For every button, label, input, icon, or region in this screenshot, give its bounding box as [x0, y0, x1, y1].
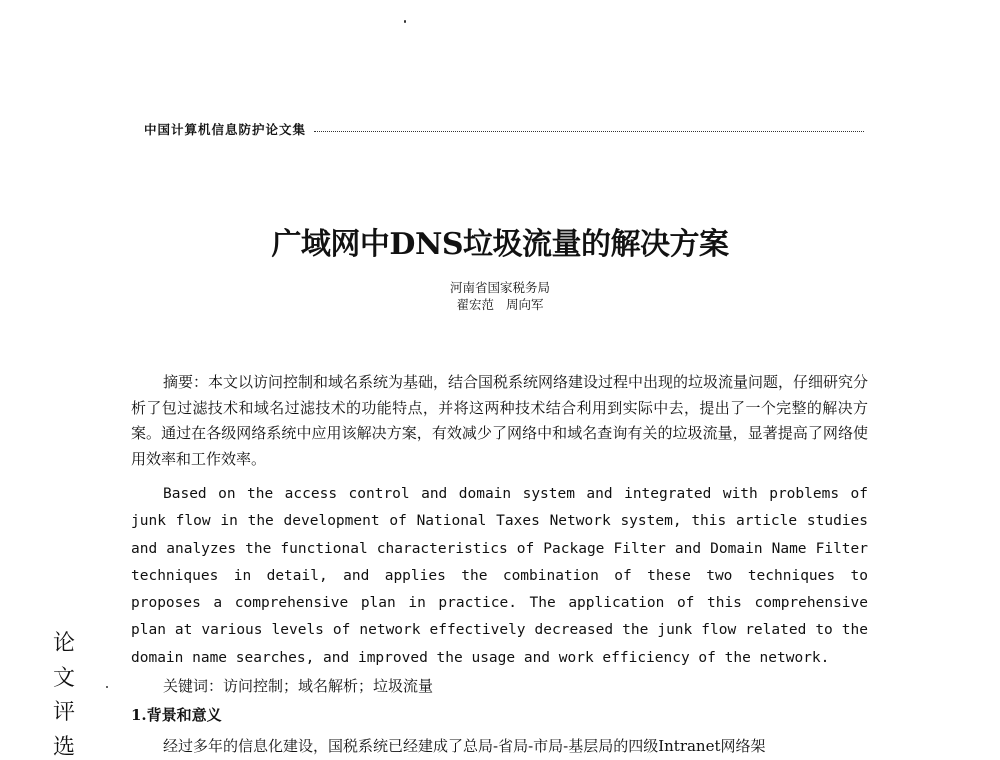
side-label-char: 文	[52, 665, 75, 691]
keywords: 关键词：访问控制；域名解析；垃圾流量	[163, 677, 434, 695]
author-affiliation: 河南省国家税务局	[449, 280, 550, 295]
abstract-chinese: 摘要：本文以访问控制和域名系统为基础，结合国税系统网络建设过程中出现的垃圾流量问题，仔细研究分析了包过滤技术和域名过滤技术的功能特点，并将这两种技术结合利用到实际中去，提出了一个完整的解决方案。通过在各级网络系统中应用该解决方案，有效减少了网络中和域名查询有关的垃圾流量，显著提高了网络使用效率和工作效率。	[131, 373, 869, 468]
side-label-char: 论	[52, 631, 75, 656]
section-heading-background: 1.背景和意义	[131, 706, 222, 724]
author-names: 翟宏范 周向军	[456, 297, 544, 312]
scan-speck	[404, 20, 406, 23]
running-header-title: 中国计算机信息防护论文集	[144, 122, 307, 137]
side-label-char: 评	[52, 700, 75, 725]
scan-speck	[106, 686, 108, 688]
side-label-char: 选	[52, 734, 75, 760]
running-header-dotted-rule	[314, 131, 864, 132]
section-body-text: 经过多年的信息化建设，国税系统已经建成了总局-省局-市局-基层局的四级Intranet网络架	[163, 737, 766, 755]
paper-title: 广域网中DNS垃圾流量的解决方案	[271, 227, 729, 262]
side-vertical-label	[50, 627, 78, 760]
abstract-english: Based on the access control and domain system and integrated with problems of junk flow in the development of National Taxes Network system, this article studies and analyzes the functional characteristics of Package Filter and Domain Name Filter techniques in detail, and applies the combination of these two techniques to proposes a comprehensive plan in practice. The application of this comprehensive plan at various levels of network effectively decreased the junk flow related to the domain name searches, and improved the usage and work efficiency of the network.	[131, 486, 868, 666]
author-block	[0, 279, 1000, 313]
running-header	[144, 119, 864, 139]
